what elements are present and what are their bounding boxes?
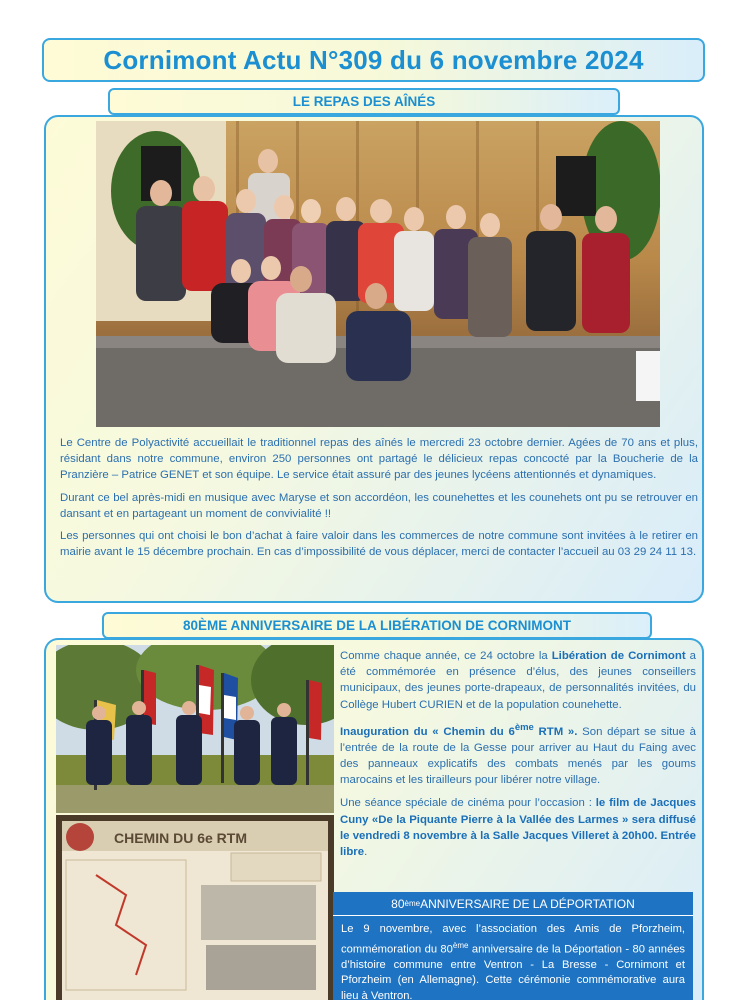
liberation-p3-start: Une séance spéciale de cinéma pour l’occasion : bbox=[340, 797, 596, 810]
deportation-title-num: 80 bbox=[391, 896, 405, 911]
deportation-title-text: ANNIVERSAIRE DE LA DÉPORTATION bbox=[420, 896, 635, 911]
liberation-p3-end: . bbox=[364, 846, 368, 859]
section-label-liberation: 80ÈME ANNIVERSAIRE DE LA LIBÉRATION DE CORNIMONT bbox=[102, 612, 652, 639]
repas-paragraph-1: Le Centre de Polyactivité accueillait le traditionnel repas des aînés le mercredi 23 octobre dernier. Agées de 70 ans et plus, résidant dans notre commune, environ 250 personnes ont partagé le délicieux repas concocté par la Boucherie de la Pranzière – Patrice GENET et son équipe. Le service était assuré par des jeunes lycéens attentionnés et dynamiques. bbox=[60, 437, 698, 482]
liberation-text bbox=[340, 648, 696, 867]
group-photo bbox=[96, 121, 660, 427]
group-photo-illustration bbox=[96, 121, 660, 427]
liberation-p3-highlight: le film de Jacques Cuny «De la Piquante Pierre à la Vallée des Larmes » sera diffusé le vendredi 8 novembre à la Salle Jacques Villeret à 20h00. Entrée libre bbox=[340, 797, 696, 859]
deportation-box bbox=[333, 892, 693, 1000]
ceremony-photo-illustration bbox=[56, 645, 334, 813]
repas-text bbox=[60, 435, 698, 566]
deportation-title-sup: ème bbox=[404, 899, 421, 908]
title-banner bbox=[42, 38, 705, 82]
liberation-p2-body: Son départ se situe à l’entrée de la route de la Gesse pour arriver au Haut du Faing avec des panneaux explicatifs des combats menés par les goums marocains et les tirailleurs pour libérer notre village. bbox=[340, 725, 696, 787]
liberation-p2-title-start: Inauguration du « Chemin du 6 bbox=[340, 725, 515, 738]
liberation-paragraph-2 bbox=[340, 720, 696, 789]
repas-paragraph-2: Durant ce bel après-midi en musique avec Maryse et son accordéon, les counehettes et les counehets ont pu se retrouver en dansant et en partageant un moment de convivialité !! bbox=[60, 491, 698, 520]
liberation-paragraph-3 bbox=[340, 795, 696, 860]
trail-sign-illustration bbox=[56, 815, 334, 1000]
liberation-paragraph-1 bbox=[340, 648, 696, 713]
liberation-p1-end: a été commémorée en présence d’élus, des jeunes conseillers municipaux, des jeunes porte-drapeaux, de personnalités invitées, du Collège Hubert CURIEN et de la population counehette. bbox=[340, 650, 696, 711]
page-title: Cornimont Actu N°309 du 6 novembre 2024 bbox=[103, 44, 644, 75]
liberation-p2-title-end: RTM ». bbox=[533, 725, 578, 738]
trail-sign-photo bbox=[56, 815, 334, 1000]
deportation-title bbox=[333, 892, 693, 916]
trail-sign-title: CHEMIN DU 6e RTM bbox=[114, 830, 248, 846]
ceremony-photo bbox=[56, 645, 334, 813]
deportation-text-start: Le 9 novembre, avec l’association des Amis de Pforzheim, commémoration du 80 bbox=[341, 923, 685, 956]
deportation-text-end: anniversaire de la Déportation - 80 années d’histoire commune entre Ventron - La Bresse - Cornimont et Pforzheim (en Allemagne). Cette cérémonie commémorative aura lieu à Ventron. bbox=[341, 943, 686, 1000]
section-label-repas: LE REPAS DES AÎNÉS bbox=[108, 88, 620, 115]
liberation-p1-highlight: Libération de Cornimont bbox=[551, 650, 686, 662]
liberation-p2-sup: ème bbox=[514, 721, 534, 733]
liberation-p1-start: Comme chaque année, ce 24 octobre la bbox=[340, 650, 552, 662]
repas-paragraph-3: Les personnes qui ont choisi le bon d’achat à faire valoir dans les commerces de notre commune sont invitées à le retirer en mairie avant le 15 décembre prochain. En cas d’impossibilité de vous déplacer, merci de contacter l’accueil au 03 29 24 11 13. bbox=[60, 530, 698, 559]
deportation-text-sup: ème bbox=[452, 940, 469, 950]
deportation-text bbox=[333, 916, 693, 1000]
